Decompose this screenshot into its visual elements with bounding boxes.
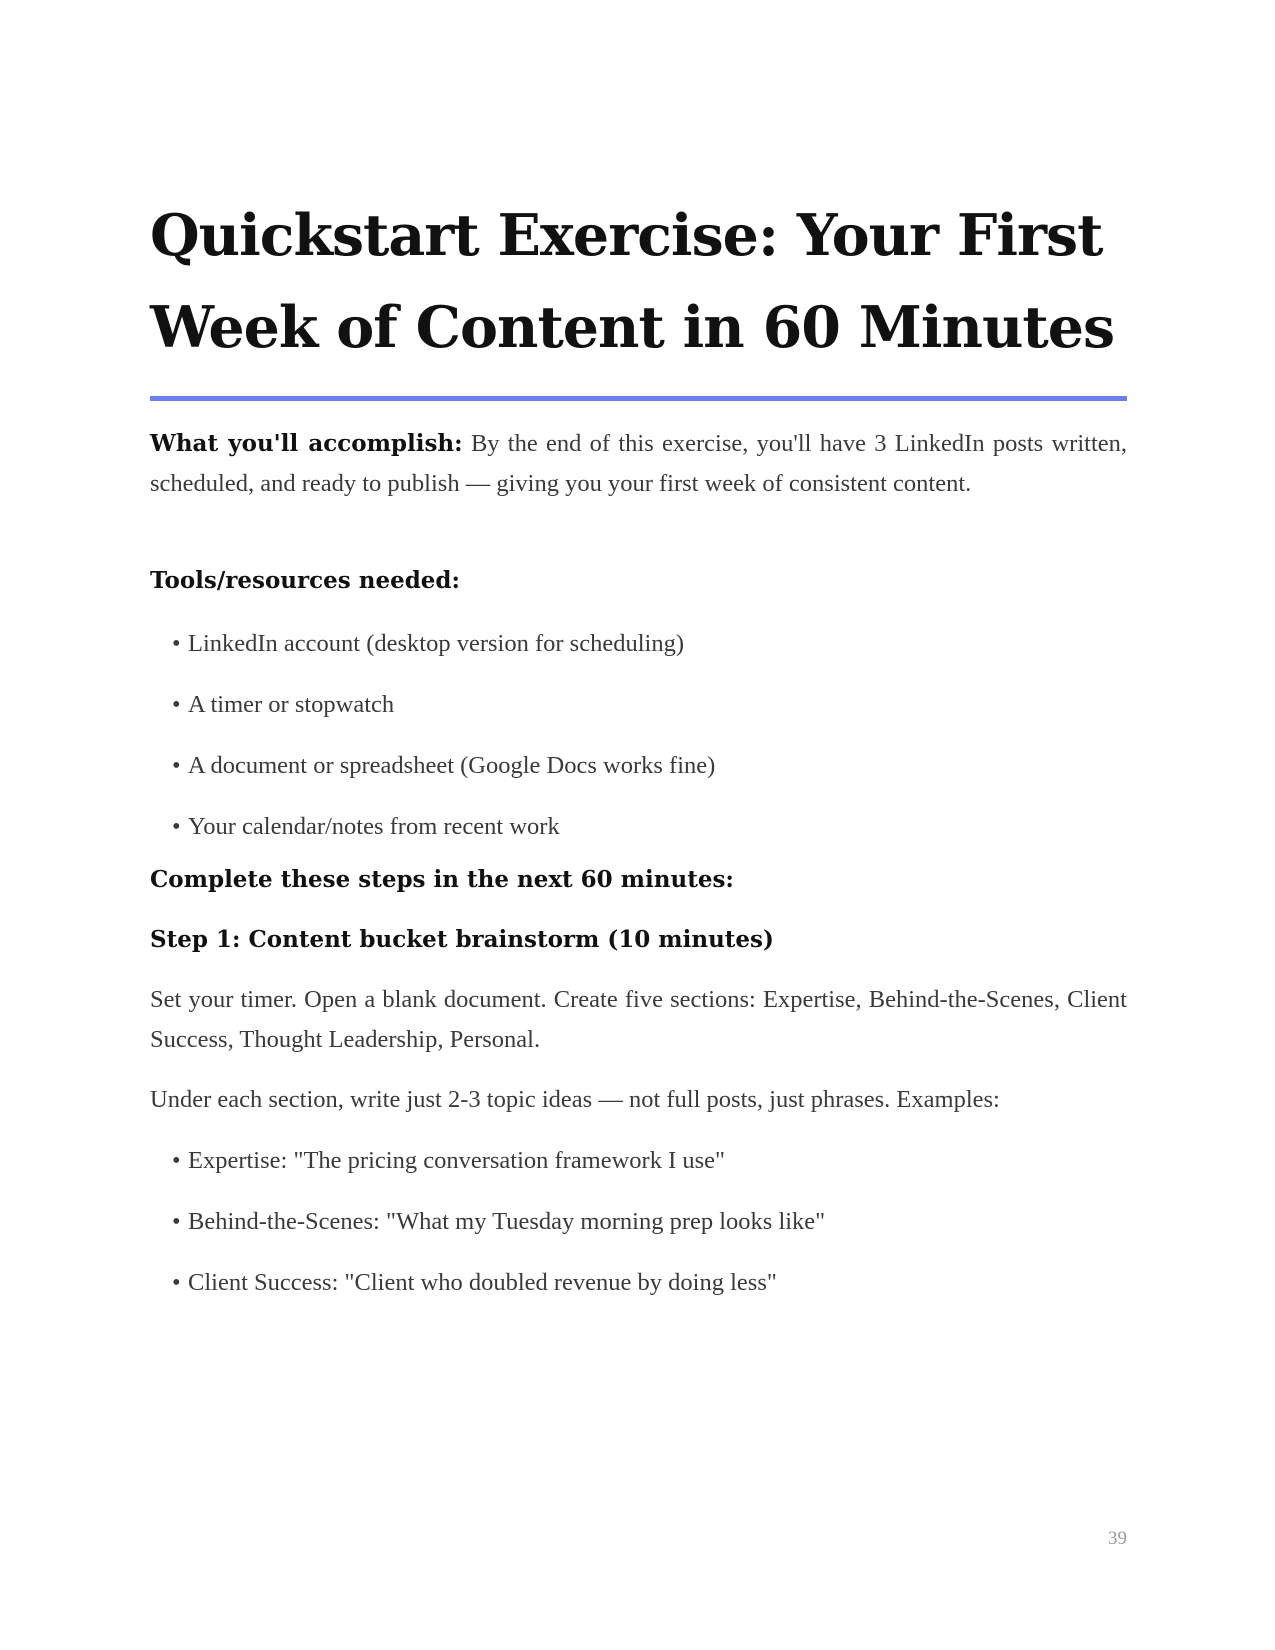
list-item: • Behind-the-Scenes: "What my Tuesday morning prep looks like" bbox=[172, 1204, 1127, 1240]
page-title: Quickstart Exercise: Your First Week of Content in 60 Minutes bbox=[150, 202, 1115, 361]
bullet-icon: • bbox=[172, 1208, 181, 1235]
list-item: • LinkedIn account (desktop version for scheduling) bbox=[172, 626, 1127, 662]
title-divider bbox=[150, 396, 1127, 401]
bullet-icon: • bbox=[172, 813, 181, 840]
list-item: • Your calendar/notes from recent work bbox=[172, 809, 1127, 845]
tools-heading: Tools/resources needed: bbox=[150, 567, 460, 594]
intro-label: What you'll accomplish: bbox=[150, 430, 463, 457]
examples-list bbox=[172, 1143, 1127, 1326]
list-item: • Client Success: "Client who doubled revenue by doing less" bbox=[172, 1265, 1127, 1301]
document-page bbox=[150, 0, 1127, 1650]
bullet-icon: • bbox=[172, 752, 181, 779]
tools-list bbox=[172, 626, 1127, 870]
bullet-icon: • bbox=[172, 1147, 181, 1174]
step1-paragraph-1: Set your timer. Open a blank document. Create five sections: Expertise, Behind-the-Scenes, Client Success, Thought Leadership, Personal. bbox=[150, 986, 1127, 1053]
intro-paragraph bbox=[150, 424, 1127, 504]
list-item: • A timer or stopwatch bbox=[172, 687, 1127, 723]
bullet-icon: • bbox=[172, 630, 181, 657]
bullet-icon: • bbox=[172, 691, 181, 718]
step1-heading: Step 1: Content bucket brainstorm (10 minutes) bbox=[150, 926, 774, 953]
intro-text: By the end of this exercise, you'll have 3 LinkedIn posts written, scheduled, and ready to publish — giving you your first week of consistent content. bbox=[150, 430, 1128, 497]
step1-paragraph-2: Under each section, write just 2-3 topic ideas — not full posts, just phrases. Examples: bbox=[150, 1086, 1000, 1113]
list-item: • A document or spreadsheet (Google Docs works fine) bbox=[172, 748, 1127, 784]
list-item: • Expertise: "The pricing conversation framework I use" bbox=[172, 1143, 1127, 1179]
page-number: 39 bbox=[1108, 1528, 1127, 1549]
bullet-icon: • bbox=[172, 1269, 181, 1296]
steps-heading: Complete these steps in the next 60 minutes: bbox=[150, 866, 734, 893]
